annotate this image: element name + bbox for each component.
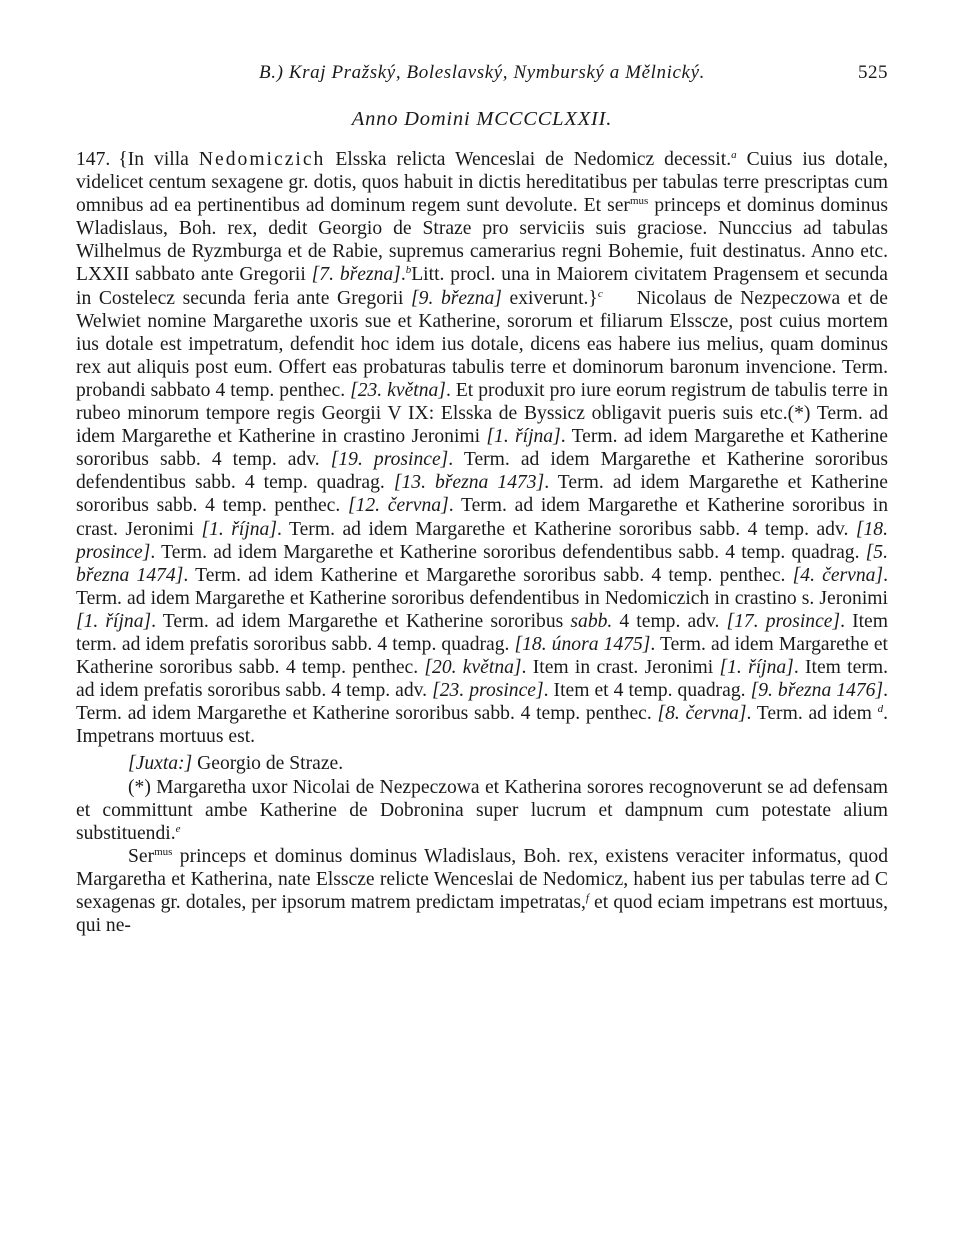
entry-text: . Item term. ad idem prefatis sororibus sabb. 4 temp. adv. [76,657,888,702]
editorial-date: [23. května] [350,379,446,401]
final-paragraph [76,845,888,937]
running-head [76,58,888,92]
entry-text: 4 temp. adv. [612,610,727,632]
editorial-date: [18. února 1475] [514,633,651,655]
section-title: Anno Domini MCCCCLXXII. [351,108,613,130]
entry-text: . Item et 4 temp. quadrag. [543,680,751,702]
place-name: Nedomiczich [198,149,326,170]
note-marker: c [597,287,603,300]
editorial-date: [5. března 1474] [76,541,888,586]
entry-text: . Term. ad idem Margarethe et Katherine sororibus [151,610,571,632]
document-page [76,58,888,937]
entry-number: 147. [76,149,111,170]
editorial-date: [17. prosince] [726,610,841,632]
editorial-date: [20. května] [424,657,522,679]
entry-text: . [400,264,406,286]
entry-text: Cuius ius dotale, videlicet centum sexagene gr. dotis, quos habuit in dictis hereditatibus per tabulas terre prescriptas cum omnibus ad ea pertinentibus ad dominum regem sunt devolute. Et ser [76,149,888,217]
editorial-date: [1. října] [719,657,794,679]
final-text: et quod eciam impetrans est mortuus, qui ne- [76,892,888,937]
note-paragraph [76,776,888,845]
entry-paragraph [76,148,888,748]
entry-text: . Term. ad idem Margarethe et Katherine sororibus sabb. 4 temp. adv. [76,426,888,471]
entry-text: . Term. ad idem Margarethe et Katherine sororibus sabb. 4 temp. penthec. [76,472,889,517]
editorial-date: [23. prosince] [432,680,544,702]
entry-text: Elsska relicta Wenceslai de Nedomicz decessit. [325,149,732,170]
entry-text: . Term. ad idem Katherine et Margarethe sororibus sabb. 4 temp. penthec. [183,564,793,586]
entry-text: . Term. ad idem Margarethe et Katherine sororibus sabb. 4 temp. penthec. [76,680,888,725]
final-text: Ser [128,845,155,867]
entry-text: princeps et dominus dominus Wladislaus, Boh. rex, dedit Georgio de Straze pro serviciis suis graciose. Nunccius ad tabulas Wilhelmus de Ryzmburga et de Rabie, supremus camerarius regni Bohemie, fuit destinatus. Anno etc. LXXII sabbato ante Gregorii [76,195,888,286]
entry-text: . Term. ad idem Margarethe et Katherine sororibus defendentibus sabb. 4 temp. quadrag. [76,449,888,494]
entry-text: . Term. ad idem Margarethe et Katherine sororibus sabb. 4 temp. penthec. [76,633,888,679]
entry-text: . Term. ad idem Margarethe et Katherine sororibus defendentibus in Nedomiczich in crastino s. Jeronimi [76,564,888,609]
entry-text: Nicolaus de Nezpeczowa et de Welwiet nomine Margarethe uxoris sue et Katherine, sororum et filiarum Elsscze, post cuius mortem ius dotale est impetratum, defendit hoc idem ius dotale, dicens eas habere ius melius, quam dominus rex aut aliquis post eum. Offert eas probaturas tabulis terre et dominorum baronum invencione. Term. probandi sabbato 4 temp. penthec. [76,287,888,401]
final-text: princeps et dominus dominus Wladislaus, Boh. rex, existens veraciter informatus, quod Margaretha et Katherina, nate Elsscze relicte Wenceslai de Nedomicz, habent ius per tabulas terre ad C sexagenas gr. dotales, per ipsorum matrem predictam impetratas, [76,845,888,913]
note-marker: b [405,264,412,277]
note-marker: d [877,703,884,716]
entry-text: . Term. ad idem Margarethe et Katherine sororibus sabb. 4 temp. adv. [276,518,856,540]
entry-text: exiverunt.} [501,287,598,309]
editorial-date: [9. března] [411,287,502,309]
running-title: B.) Kraj Pražský, Boleslavský, Nymburský a Mělnický. [259,62,705,83]
note-marker: f [585,892,589,904]
entry-text: . Term. ad idem Margarethe et Katherine sororibus in crast. Jeronimi [76,495,889,540]
entry-text-italic: sabb. [570,610,613,632]
editorial-date: [12. června] [347,495,449,517]
note-marker: a [731,149,737,161]
entry-text: . Impetrans mortuus est. [76,703,889,748]
editorial-date: [13. března 1473] [393,472,545,494]
editorial-date: [1. října] [201,518,277,540]
page-number: 525 [858,62,888,83]
editorial-date: [8. června] [657,703,747,725]
entry-text: {In villa [118,149,199,170]
entry-text: . Term. ad idem Margarethe et Katherine sororibus defendentibus sabb. 4 temp. quadrag. [150,541,866,563]
juxta-text: Georgio de Straze. [192,753,344,775]
editorial-date: [19. prosince] [330,449,449,471]
entry-text: . Item term. ad idem prefatis sororibus sabb. 4 temp. quadrag. [76,610,888,655]
editorial-date: [18. prosince] [76,518,888,563]
abbreviation-superscript: mus [629,195,649,208]
note-marker: e [175,822,181,835]
editorial-date: [1. října] [486,426,561,448]
abbreviation-superscript: mus [154,845,173,858]
editorial-date: [9. března 1476] [750,680,884,702]
editorial-date: [7. března] [311,264,401,286]
juxta-label: [Juxta:] [128,753,193,775]
entry-text: Litt. procl. una in Maiorem civitatem Pragensem et secunda in Costelecz secunda feria ante Gregorii [76,264,888,309]
editorial-date: [1. října] [76,610,152,632]
entry-text: . Item in crast. Jeronimi [521,657,720,679]
note-text: (*) Margaretha uxor Nicolai de Nezpeczowa et Katherina sorores recognoverunt se ad defensam et committunt ambe Katherine de Dobronina super lucrum et dampnum cum potestate alium substituendi. [76,776,888,844]
editorial-date: [4. června] [792,564,884,586]
juxta-paragraph [76,752,888,775]
entry-text: . Et produxit pro iure eorum registrum de tabulis terre in rubeo minorum tempore regis Georgii V IX: Elsska de Byssicz obligavit pueris suis etc.(*) Term. ad idem Margarethe et Katherine in crastino Jeronimi [76,379,888,448]
entry-text: . Term. ad idem [746,703,878,725]
